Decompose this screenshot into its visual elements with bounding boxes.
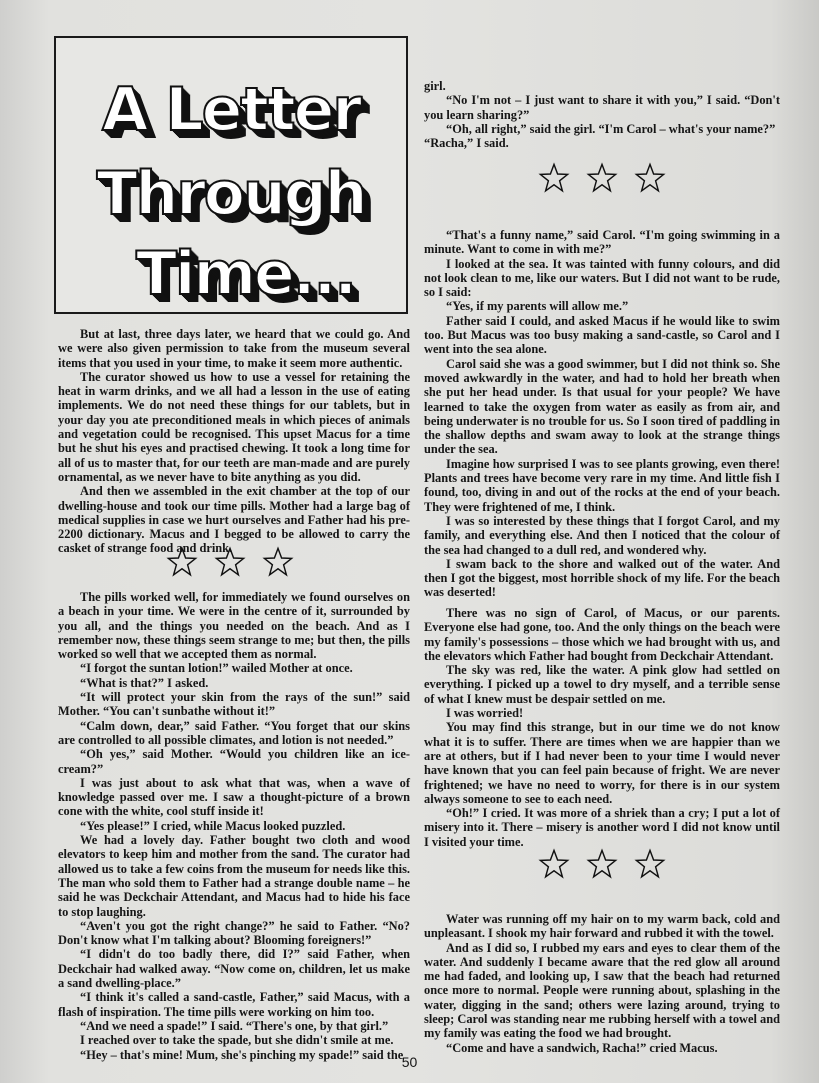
- star-icon: [262, 546, 294, 578]
- paragraph: “It will protect your skin from the rays of the sun!” said Mother. “You can't sunbathe without it!”: [58, 690, 410, 719]
- paragraph: girl.: [424, 79, 446, 93]
- column-2-top: [424, 79, 780, 150]
- paragraph: Water was running off my hair on to my warm back, cold and unpleasant. I shook my hair forward and rubbed it with the towel.: [424, 912, 780, 941]
- star-icon: [634, 162, 666, 194]
- paragraph: “Racha,” I said.: [424, 136, 509, 151]
- paragraph: I was just about to ask what that was, when a wave of knowledge passed over me. I saw a thought-picture of a brown cone with the white, cool stuff inside it!: [58, 775, 410, 819]
- title-line-3: Time...: [136, 239, 356, 309]
- paragraph: “I forgot the suntan lotion!” wailed Mother at once.: [80, 661, 353, 676]
- paragraph: “I didn't do too badly there, did I?” said Father, when Deckchair had walked away. “Now come on, children, let us make a sand dwelling-place.”: [58, 947, 410, 991]
- paragraph: “Aven't you got the right change?” he said to Father. “No? Don't know what I'm talking about? Blooming foreigners!”: [58, 918, 410, 948]
- title-line-2: Through: [96, 159, 366, 229]
- paragraph: But at last, three days later, we heard that we could go. And we were also given permission to take from the museum several items that you used in your time, to make it seem more authentic.: [58, 327, 410, 370]
- paragraph: The curator showed us how to use a vessel for retaining the heat in warm drinks, and we all had a lesson in the use of eating implements. We do not need these things for our tablets, but in your day you ate preconditioned meals in which pieces of animals and vegetation could be recognised. This upset Macus for a time but he shut his eyes and practised chewing. It took a long time for all of us to master that, for our teeth are man-made and are purely ornamental, as we never have to bite anything as you did.: [58, 369, 410, 484]
- star-icon: [214, 546, 246, 578]
- column-1-top: [58, 327, 410, 556]
- paragraph: I looked at the sea. It was tainted with funny colours, and did not look clean to me, like our waters. But I did not want to be rude, so I said:: [424, 256, 780, 300]
- paragraph: I was worried!: [446, 706, 524, 721]
- star-icon: [538, 848, 570, 880]
- star-icon: [538, 162, 570, 194]
- paragraph: “Yes please!” I cried, while Macus looked puzzled.: [80, 818, 346, 833]
- paragraph: “That's a funny name,” said Carol. “I'm going swimming in a minute. Want to come in with me?”: [424, 228, 780, 257]
- star-icon: [634, 848, 666, 880]
- paragraph: I reached over to take the spade, but she didn't smile at me.: [80, 1033, 394, 1048]
- paragraph: “Hey – that's mine! Mum, she's pinching my spade!” said the: [80, 1047, 404, 1062]
- paragraph: Imagine how surprised I was to see plants growing, even there! Plants and trees have become very rare in my time. And little fish I found, too, diving in and out of the rocks at the end of your beach. They were frightened of me, I think.: [424, 456, 780, 514]
- column-1-bottom: [58, 590, 410, 1062]
- paragraph: “Oh yes,” said Mother. “Would you children like an ice-cream?”: [58, 747, 410, 776]
- title-box: [54, 36, 408, 314]
- paragraph: The sky was red, like the water. A pink glow had settled on everything. I picked up a towel to dry myself, and a terrible sense of what I knew must be despair settled on me.: [424, 663, 780, 706]
- paragraph: “No I'm not – I just want to share it with you,” I said. “Don't you learn sharing?”: [424, 93, 780, 122]
- page-number: 50: [401, 1054, 418, 1070]
- paragraph: The pills worked well, for immediately we found ourselves on a beach in your time. We were in the centre of it, surrounded by you all, and the things you needed on the beach. And as I remember now, these things seem strange to me; but then, the pills worked so well that we accepted them as normal.: [58, 590, 410, 662]
- star-icon: [166, 546, 198, 578]
- column-2-bottom: [424, 912, 780, 1055]
- star-divider: [538, 162, 666, 194]
- star-icon: [586, 162, 618, 194]
- paragraph: And as I did so, I rubbed my ears and eyes to clear them of the water. And suddenly I became aware that the red glow all around me had faded, and looking up, I saw that the beach had returned once more to normal. People were running about, splashing in the water, digging in the sand; others were lazing around, trying to sleep; Carol was standing near me rubbing herself with a towel and my family was eating the food we had brought.: [424, 940, 780, 1041]
- paragraph: “Calm down, dear,” said Father. “You forget that our skins are controlled to all possible climates, and lotion is not needed.”: [58, 718, 410, 747]
- paragraph: “Oh, all right,” said the girl. “I'm Carol – what's your name?”: [446, 121, 776, 136]
- paragraph: Father said I could, and asked Macus if he would like to swim too. But Macus was too busy making a sand-castle, so Carol and I went into the sea alone.: [424, 313, 780, 357]
- title-line-1: A Letter: [102, 75, 360, 145]
- paragraph: “Yes, if my parents will allow me.”: [446, 299, 629, 314]
- paragraph: “And we need a spade!” I said. “There's one, by that girl.”: [80, 1018, 389, 1033]
- paragraph: “Come and have a sandwich, Racha!” cried Macus.: [446, 1040, 718, 1055]
- paragraph: I was so interested by these things that I forgot Carol, and my family, and everything else. And then I noticed that the colour of the sea had changed to a dull red, and wondered why.: [424, 513, 780, 557]
- paragraph: Carol said she was a good swimmer, but I did not think so. She moved awkwardly in the water, and had to hold her breath when she put her head under. Is that usual for your people? We have learned to take the oxygen from water as easily as from air, and being underwater is no trouble for us. So I soon tired of paddling in the shallow depths and swam away to look at the strange things under the sea.: [424, 356, 780, 457]
- paragraph: We had a lovely day. Father bought two cloth and wood elevators to keep him and mother from the sand. The curator had allowed us to take a few coins from the museum for needs like this. The man who sold them to Father had a strange double name – he said he was Deckchair Attendant, and Macus had to hide his face to stop laughing.: [58, 833, 410, 919]
- star-divider: [166, 546, 294, 578]
- paragraph: And then we assembled in the exit chamber at the top of our dwelling-house and took our time pills. Mother had a large bag of medical supplies in case we hurt ourselves and Father had his pre-2200 dictionary. Macus and I begged to be allowed to carry the casket of strange food and drink.: [58, 484, 410, 556]
- paragraph: You may find this strange, but in our time we do not know what it is to suffer. There are times when we are happier than we are at others, but if I had never been to your time I would never have known that you can feel pain because of fright. We are never frightened; we have no need to worry, for there is in our system always someone to see to each need.: [424, 720, 780, 806]
- paragraph: “I think it's called a sand-castle, Father,” said Macus, with a flash of inspiration. The time pills were working on him too.: [58, 990, 410, 1019]
- paragraph: “What is that?” I asked.: [80, 675, 209, 690]
- paragraph: “Oh!” I cried. It was more of a shriek than a cry; I put a lot of misery into it. There – misery is another word I did not know until I visited your time.: [424, 806, 780, 849]
- column-2-middle: [424, 228, 780, 600]
- paragraph: There was no sign of Carol, of Macus, or our parents. Everyone else had gone, too. And the only things on the beach were my family's possessions – those which we had brought with us, and the elevators which Father had bought from Deckchair Attendant.: [424, 606, 780, 663]
- star-icon: [586, 848, 618, 880]
- paragraph: I swam back to the shore and walked out of the water. And then I got the biggest, most horrible shock of my life. For the beach was deserted!: [424, 556, 780, 600]
- star-divider: [538, 848, 666, 880]
- column-2-lower: [424, 606, 780, 849]
